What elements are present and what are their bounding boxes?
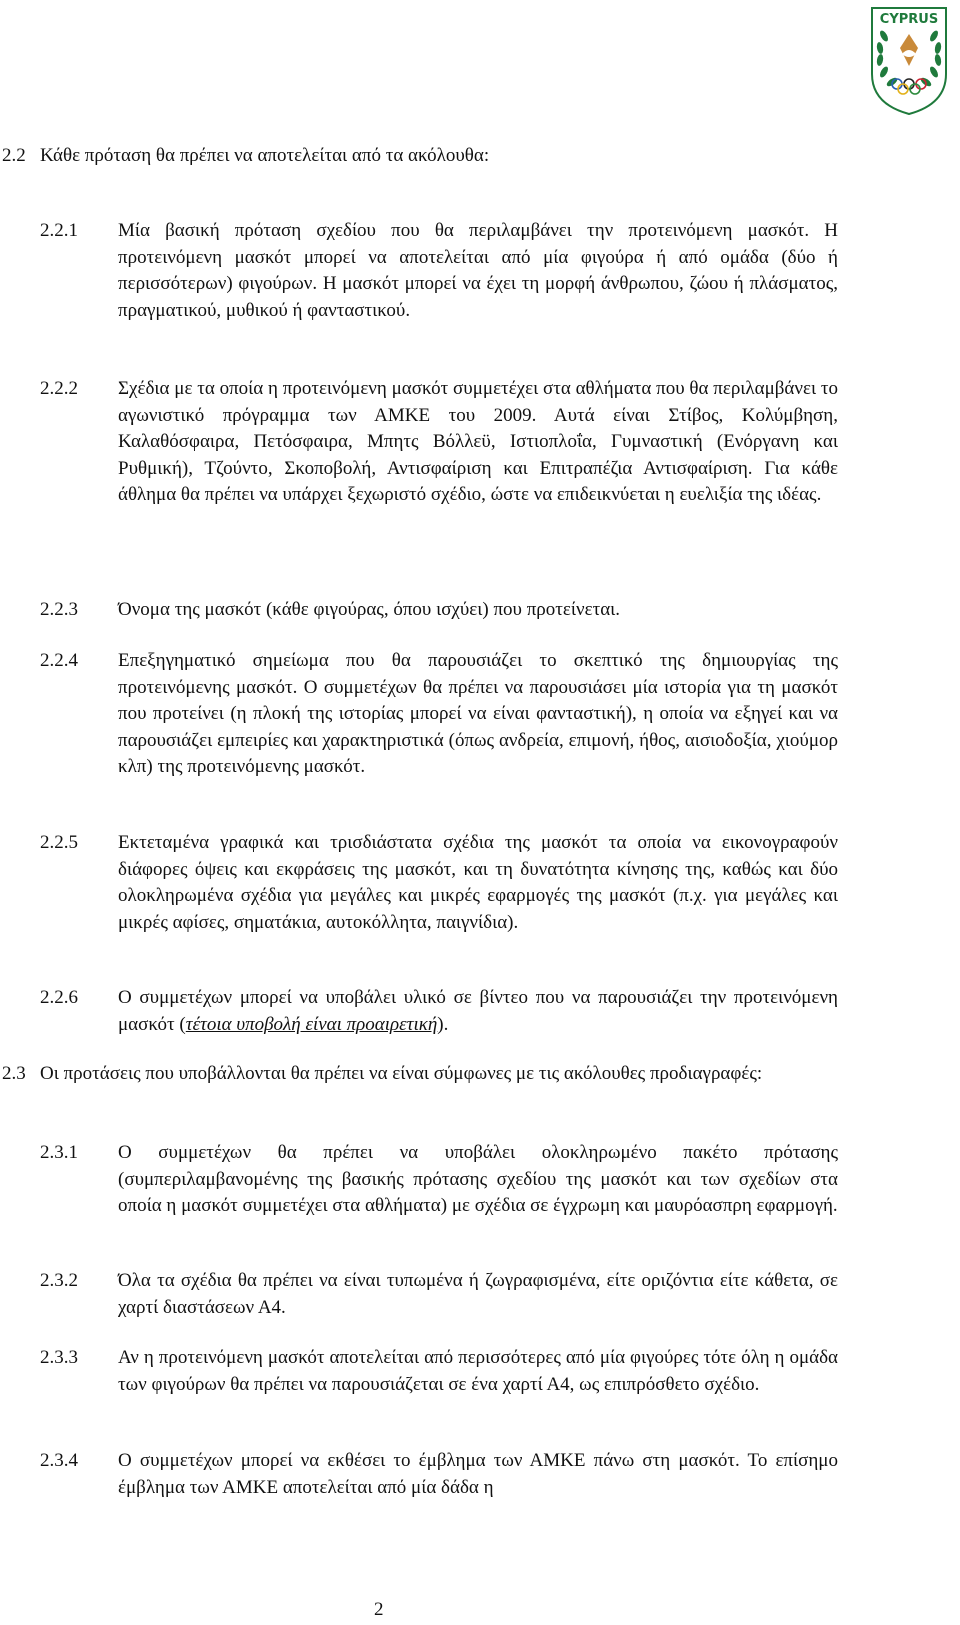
list-item-2-3-1: [40, 1140, 838, 1220]
list-item-2-3-4: [40, 1448, 838, 1501]
item-text: Μία βασική πρόταση σχεδίου που θα περιλαμβάνει την προτεινόμενη μασκότ. Η προτεινόμενη μασκότ μπορεί να αποτελείται από μία φιγούρα ή από ομάδα (δύο ή περισσότερων) φιγούρων. Η μασκότ μπορεί να έχει τη μορφή άνθρωπου, ζώου ή πλάσματος, πραγματικού, μυθικού ή φανταστικού.: [118, 220, 838, 321]
item-number: 2.2.2: [40, 378, 78, 399]
item-number: 2.2.6: [40, 987, 78, 1008]
item-text: Όλα τα σχέδια θα πρέπει να είναι τυπωμένα ή ζωγραφισμένα, είτε οριζόντια είτε κάθετα, σε χαρτί διαστάσεων Α4.: [118, 1270, 838, 1318]
section-number: 2.2: [2, 145, 26, 166]
cyprus-olympic-logo: [866, 4, 952, 116]
item-text: Αν η προτεινόμενη μασκότ αποτελείται από περισσότερες από μία φιγούρες τότε όλη η ομάδα των φιγούρων θα πρέπει να παρουσιάζεται σε ένα χαρτί Α4, ως επιπρόσθετο σχέδιο.: [118, 1347, 838, 1395]
list-item-2-3-3: [40, 1345, 838, 1398]
item-number: 2.2.1: [40, 220, 78, 241]
section-title: Κάθε πρόταση θα πρέπει να αποτελείται από τα ακόλουθα:: [40, 145, 490, 166]
list-item-2-2-1: [40, 218, 838, 324]
list-item-2-2-2: [40, 376, 838, 509]
item-number: 2.3.4: [40, 1450, 78, 1471]
list-item-2-2-6: [40, 985, 838, 1038]
item-text: Εκτεταμένα γραφικά και τρισδιάστατα σχέδια της μασκότ τα οποία να εικονογραφούν διάφορες όψεις και εκφράσεις της μασκότ, και τη δυνατότητα κίνησης της, καθώς και δύο ολοκληρωμένα σχέδια για μεγάλες και μικρές εφαρμογές της μασκότ (π.χ. για μεγάλες και μικρές αφίσες, σηματάκια, αυτοκόλλητα, παιγνίδια).: [118, 832, 838, 933]
item-number: 2.3.2: [40, 1270, 78, 1291]
section-2-2-heading: [2, 143, 802, 169]
item-text-before: Ο συμμετέχων μπορεί να υποβάλει υλικό σε βίντεο που να παρουσιάζει την προτεινόμενη μασκότ (: [118, 987, 838, 1035]
item-text: [118, 985, 838, 1038]
list-item-2-2-5: [40, 830, 838, 936]
item-number: 2.2.5: [40, 832, 78, 853]
list-item-2-2-4: [40, 648, 838, 781]
section-title: Οι προτάσεις που υποβάλλονται θα πρέπει να είναι σύμφωνες με τις ακόλουθες προδιαγραφές:: [40, 1063, 763, 1084]
page-number: 2: [374, 1599, 384, 1620]
item-number: 2.2.4: [40, 650, 78, 671]
item-text-after: ).: [437, 1013, 449, 1035]
list-item-2-3-2: [40, 1268, 838, 1321]
laurel-wreath-icon: [866, 4, 952, 116]
item-text: Ο συμμετέχων μπορεί να εκθέσει το έμβλημα των ΑΜΚΕ πάνω στη μασκότ. Το επίσημο έμβλημα των ΑΜΚΕ αποτελείται από μία δάδα η: [118, 1450, 838, 1498]
item-number: 2.3.3: [40, 1347, 78, 1368]
logo-text: CYPRUS: [879, 12, 939, 27]
item-text: Όνομα της μασκότ (κάθε φιγούρας, όπου ισχύει) που προτείνεται.: [118, 599, 621, 620]
item-number: 2.3.1: [40, 1142, 78, 1163]
item-text: Ο συμμετέχων θα πρέπει να υποβάλει ολοκληρωμένο πακέτο πρότασης (συμπεριλαμβανομένης της βασικής πρότασης σχεδίου της μασκότ και των σχεδίων στα οποία η μασκότ συμμετέχει στα αθλήματα) με σχέδια σε έγχρωμη και μαυρόασπρη εφαρμογή.: [118, 1142, 838, 1216]
section-2-3-heading: [2, 1061, 838, 1088]
list-item-2-2-3: [40, 597, 838, 624]
item-text: Σχέδια με τα οποία η προτεινόμενη μασκότ συμμετέχει στα αθλήματα που θα περιλαμβάνει το αγωνιστικό πρόγραμμα των ΑΜΚΕ του 2009. Αυτά είναι Στίβος, Κολύμβηση, Καλαθόσφαιρα, Πετόσφαιρα, Μπητς Βόλλεϋ, Ιστιοπλοΐα, Γυμναστική (Ενόργανη και Ρυθμική), Τζούντο, Σκοποβολή, Αντισφαίριση και Επιτραπέζια Αντισφαίριση. Για κάθε άθλημα θα πρέπει να υπάρχει ξεχωριστό σχέδιο, ώστε να επιδεικνύεται η ευελιξία της ιδέας.: [118, 378, 838, 505]
item-text: Επεξηγηματικό σημείωμα που θα παρουσιάζει το σκεπτικό της δημιουργίας της προτεινόμενης μασκότ. Ο συμμετέχων θα πρέπει να παρουσιάσει μία ιστορία για τη μασκότ που προτείνει (η πλοκή της ιστορίας μπορεί να είναι φανταστική), η οποία να εξηγεί και να παρουσιάζει εμπειρίες και χαρακτηριστικά (όπως ανδρεία, επιμονή, ήθος, αισιοδοξία, χιούμορ κλπ) της προτεινόμενης μασκότ.: [118, 650, 838, 777]
item-number: 2.2.3: [40, 599, 78, 620]
optional-note: τέτοια υποβολή είναι προαιρετική: [185, 1013, 438, 1035]
section-number: 2.3: [2, 1063, 26, 1084]
